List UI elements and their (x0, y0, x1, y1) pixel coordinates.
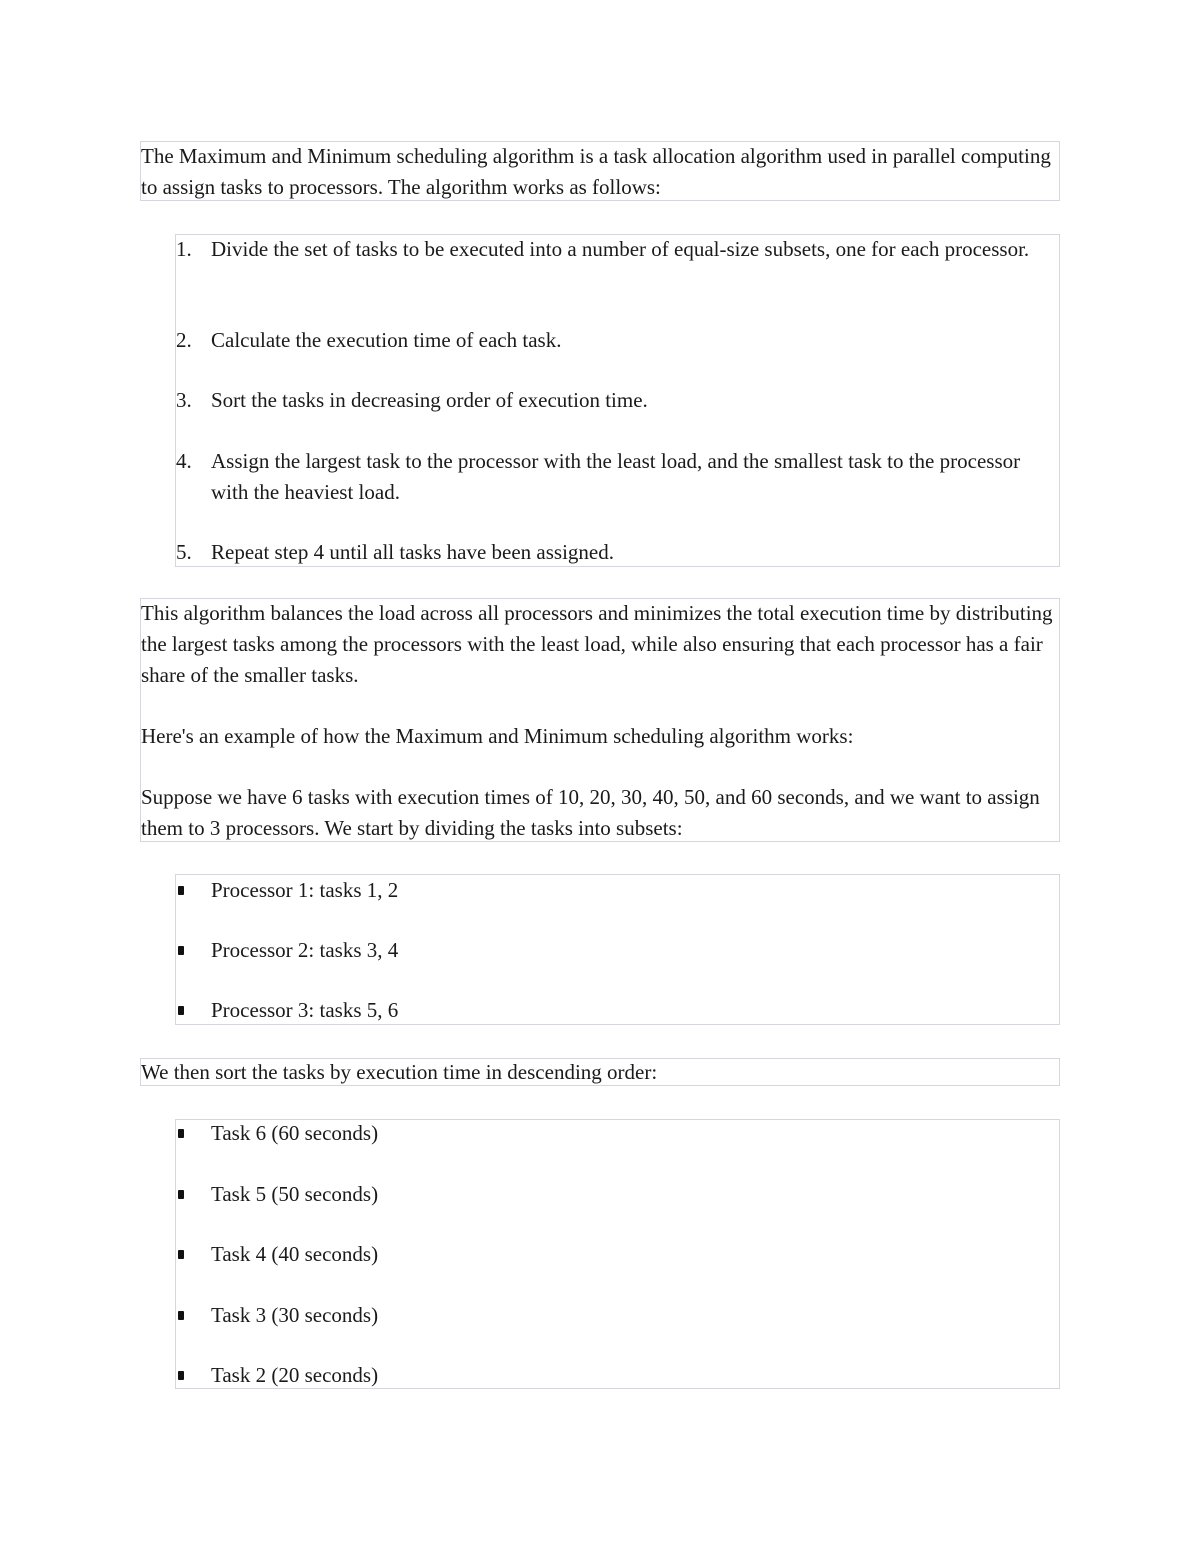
sorted-task-text: Task 4 (40 seconds) (211, 1242, 379, 1266)
step-item-1 (176, 234, 1056, 265)
step-item-2 (176, 325, 1056, 356)
sorted-task-text: Task 6 (60 seconds) (211, 1121, 379, 1145)
bullet-icon (178, 1311, 184, 1320)
step-text: Assign the largest task to the processor with the least load, and the smallest task to the processor with the heaviest load. (211, 449, 1021, 504)
sorted-task-item-3 (176, 1239, 1056, 1270)
step-item-4 (176, 446, 1056, 508)
subset-item-1 (176, 875, 1056, 906)
intro-paragraph: The Maximum and Minimum scheduling algorithm is a task allocation algorithm used in parallel computing to assign tasks to processors. The algorithm works as follows: (141, 144, 1051, 199)
step-text: Calculate the execution time of each task. (211, 328, 562, 352)
step-item-3 (176, 385, 1056, 416)
subset-item-2 (176, 935, 1056, 966)
sorted-task-item-4 (176, 1300, 1056, 1331)
example-intro-paragraph: Here's an example of how the Maximum and Minimum scheduling algorithm works: (141, 724, 854, 748)
sorted-task-item-1 (176, 1118, 1056, 1149)
step-item-5 (176, 537, 1056, 568)
step-text: Sort the tasks in decreasing order of execution time. (211, 388, 648, 412)
step-text: Divide the set of tasks to be executed into a number of equal-size subsets, one for each processor. (211, 237, 1030, 261)
sorted-task-item-5 (176, 1360, 1056, 1391)
subset-text: Processor 3: tasks 5, 6 (211, 998, 399, 1022)
bullet-icon (178, 1190, 184, 1199)
summary-paragraph: This algorithm balances the load across all processors and minimizes the total execution time by distributing the largest tasks among the processors with the least load, while also ensuring that each processor has a fair share of the smaller tasks. (141, 601, 1053, 687)
bullet-icon (178, 1129, 184, 1138)
bullet-icon (178, 1250, 184, 1259)
step-number: 3. (176, 388, 192, 412)
example-setup-paragraph: Suppose we have 6 tasks with execution times of 10, 20, 30, 40, 50, and 60 seconds, and we want to assign them to 3 processors. We start by dividing the tasks into subsets: (141, 785, 1040, 840)
subset-text: Processor 1: tasks 1, 2 (211, 878, 399, 902)
bullet-icon (178, 1006, 184, 1015)
step-number: 2. (176, 328, 192, 352)
sorted-task-item-2 (176, 1179, 1056, 1210)
subset-item-3 (176, 995, 1056, 1026)
bullet-icon (178, 1371, 184, 1380)
sort-intro-paragraph: We then sort the tasks by execution time in descending order: (141, 1060, 658, 1084)
subset-text: Processor 2: tasks 3, 4 (211, 938, 399, 962)
sorted-task-text: Task 3 (30 seconds) (211, 1303, 379, 1327)
sorted-task-text: Task 5 (50 seconds) (211, 1182, 379, 1206)
step-number: 5. (176, 540, 192, 564)
step-number: 1. (176, 237, 192, 261)
bullet-icon (178, 886, 184, 895)
sorted-task-text: Task 2 (20 seconds) (211, 1363, 379, 1387)
bullet-icon (178, 946, 184, 955)
step-number: 4. (176, 449, 192, 473)
step-text: Repeat step 4 until all tasks have been assigned. (211, 540, 614, 564)
